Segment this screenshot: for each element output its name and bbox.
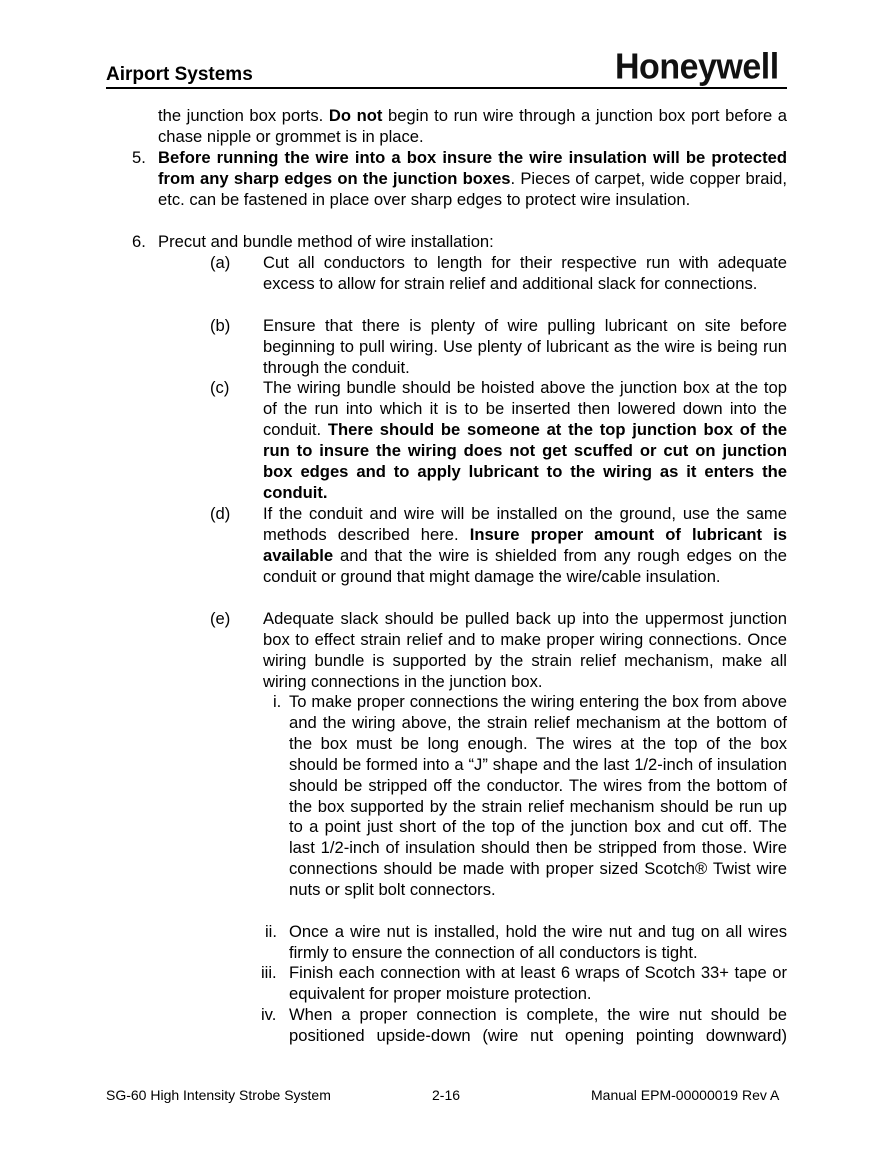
header-rule xyxy=(106,87,787,89)
roman-item-i: To make proper connections the wiring entering the box from above and the wiring above, the strain relief mechanism at the bottom of the box must be long enough. The wires at the top of the box should be formed into a “J” shape and the last 1/2-inch of insulation should be stripped off the conductor. The wires from the bottom of the box supported by the strain relief mechanism should be run up to a point just short of the top of the junction box and cut off. The last 1/2-inch of insulation should then be stripped from those. Wire connections should be made with proper sized Scotch® Twist wire nuts or split bolt connectors. xyxy=(289,692,787,900)
roman-label-iv: iv. xyxy=(261,1005,277,1024)
continuation-paragraph: the junction box ports. Do not begin to run wire through a junction box port before a chase nipple or grommet is in place. xyxy=(158,106,787,146)
sub-item-d: If the conduit and wire will be installed on the ground, use the same methods described here. Insure proper amount of lubricant is available and that the wire is shielded from any rough edges on the conduit or ground that might damage the wire/cable insulation. xyxy=(263,504,788,586)
roman-label-i: i. xyxy=(273,692,282,711)
roman-label-ii: ii. xyxy=(265,922,277,941)
section-title: Airport Systems xyxy=(106,64,253,85)
item-number-5: 5. xyxy=(132,148,146,167)
sub-item-b: Ensure that there is plenty of wire pulling lubricant on site before beginning to pull wiring. Use plenty of lubricant as the wire is being run through the conduit. xyxy=(263,316,787,377)
sub-item-c: The wiring bundle should be hoisted above the junction box at the top of the run into which it is to be inserted then lowered down into the conduit. There should be someone at the top junction box of the run to insure the wiring does not get scuffed or cut on junction box edges and to apply lubricant to the wiring as it enters the conduit. xyxy=(263,378,787,502)
footer-manual-id: Manual EPM-00000019 Rev A xyxy=(591,1087,780,1103)
list-item-6: Precut and bundle method of wire installation: xyxy=(158,232,494,251)
sub-label-a: (a) xyxy=(210,253,231,272)
roman-item-iii: Finish each connection with at least 6 wraps of Scotch 33+ tape or equivalent for proper moisture protection. xyxy=(289,963,787,1003)
honeywell-logo: Honeywell xyxy=(615,47,779,87)
sub-label-d: (d) xyxy=(210,504,231,523)
footer-page-number: 2-16 xyxy=(432,1087,461,1103)
sub-item-a: Cut all conductors to length for their respective run with adequate excess to allow for strain relief and additional slack for connections. xyxy=(263,253,787,293)
roman-label-iii: iii. xyxy=(261,963,277,982)
sub-label-e: (e) xyxy=(210,609,231,628)
sub-label-c: (c) xyxy=(210,378,230,397)
sub-item-e: Adequate slack should be pulled back up into the uppermost junction box to effect strain relief and to make proper wiring connections. Once wiring bundle is supported by the strain relief mechanism, make all wiring connections in the junction box. xyxy=(263,609,787,691)
roman-item-ii: Once a wire nut is installed, hold the wire nut and tug on all wires firmly to ensure the connection of all conductors is tight. xyxy=(289,922,787,962)
list-item-5: Before running the wire into a box insure the wire insulation will be protected from any sharp edges on the junction boxes. Pieces of carpet, wide copper braid, etc. can be fastened in place over sharp edges to protect wire insulation. xyxy=(158,148,787,209)
footer-product: SG-60 High Intensity Strobe System xyxy=(106,1087,331,1103)
sub-label-b: (b) xyxy=(210,316,231,335)
roman-item-iv: When a proper connection is complete, the wire nut should be positioned upside-down (wire nut opening pointing downward) xyxy=(289,1005,787,1045)
item-number-6: 6. xyxy=(132,232,146,251)
